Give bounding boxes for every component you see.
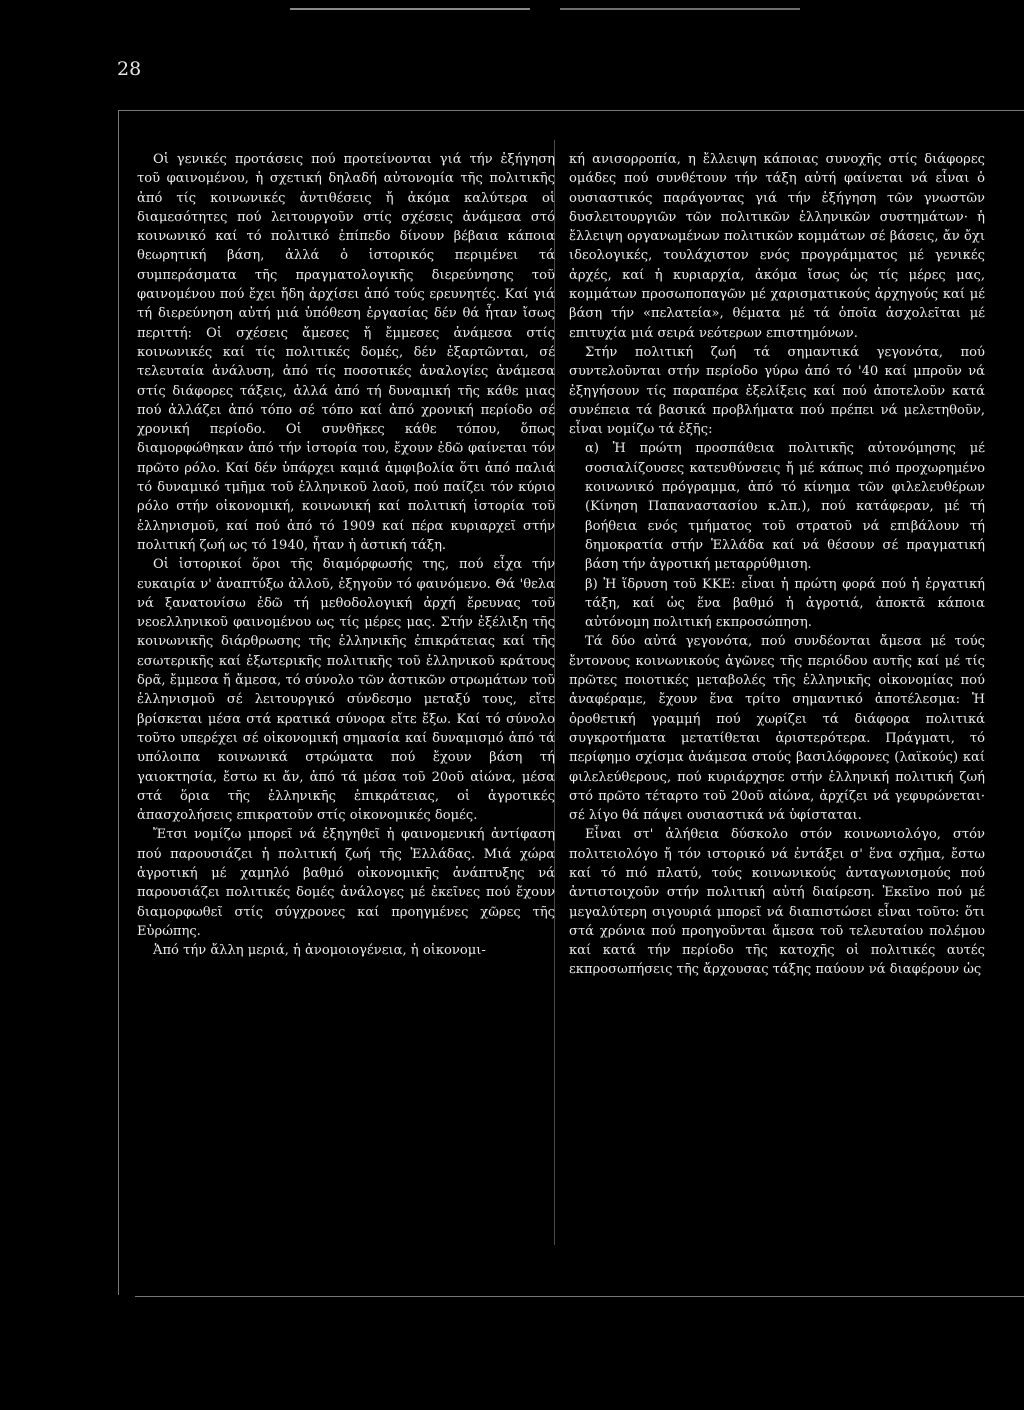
paragraph: Οἱ γενικές προτάσεις πού προτείνονται γιά τήν ἐξήγηση τοῦ φαινομένου, ἡ σχετική δηλαδή αὐτονομία τῆς πολιτικῆς ἀπό τίς κοινωνικές ἀντιθέσεις ἤ ἀκόμα καλύτερα οἱ διαμεσότητες πού λειτουργοῦν στίς σχέσεις ἀνάμεσα στό κοινωνικό καί τό πολιτικό ἐπίπεδο δίνουν βέβαια κάποια θεωρητική βάση, ἀλλά ὁ ἱστορικός περιμένει τά συμπεράσματα τῆς πραγματολογικῆς διερεύνησης τοῦ φαινομένου πού ἔχει ἤδη ἀρχίσει ἀπό τούς ερευνητές. Καί γιά τή διερεύνηση αὐτή μιά ὑπόθεση ἐργασίας δέν θά ἦταν ἴσως περιττή: Οἱ σχέσεις ἄμεσες ἤ ἔμμεσες ἀνάμεσα στίς κοινωνικές καί τίς πολιτικές δομές, δέν ἐξαρτῶνται, σέ τελευταία ἀνάλυση, ἀπό τίς ποσοτικές ἀναλογίες ἀνάμεσα στίς διάφορες τάξεις, ἀλλά ἀπό τή δυναμική τῆς κάθε μιας πού ἀλλάζει ἀπό τόπο σέ τόπο καί ἀπό χρονική περίοδο σέ χρονική περίοδο. Οἱ συνθῆκες κάθε τόπου, ὅπως διαμορφώθηκαν ἀπό τήν ἱστορία του, ἔχουν ἐδῶ φαίνεται τόν πρῶτο ρόλο. Καί δέν ὑπάρχει καμιά ἀμφιβολία ὅτι ἀπό παλιά τό δυναμικό τμῆμα τοῦ ἑλληνικοῦ λαοῦ, πού παίζει τόν κύριο ρόλο στήν οἰκονομική, κοινωνική καί πολιτική ἱστορία τοῦ ἑλληνισμοῦ, καί πού ἀπό τό 1909 καί πέρα κυριαρχεῖ στήν πολιτική ζωή ως τό 1940, ἦταν ἡ ἀστική τάξη. <box>137 152 555 553</box>
page-number: 28 <box>117 58 142 80</box>
left-column <box>137 150 555 960</box>
frame-bottom-rule <box>135 1296 1024 1297</box>
frame-left-rule <box>118 110 119 1295</box>
right-column <box>569 150 985 980</box>
paragraph: Ἀπό τήν ἄλλη μεριά, ἡ ἀνομοιογένεια, ἡ οἰκονομι- <box>153 943 486 959</box>
scan-top-line <box>560 8 800 10</box>
list-item: α) Ἡ πρώτη προσπάθεια πολιτικῆς αὐτονόμησης μέ σοσιαλίζουσες κατευθύνσεις ἤ μέ κάπως πιό προχωρημένο κοινωνικό πρόγραμμα, ἀπό τό κίνημα τῶν φιλελευθέρων (Κίνηση Παπαναστασίου κ.λπ.), πού κατάφεραν, μέ τή βοήθεια ενός τμήματος τοῦ στρατοῦ νά επιβάλουν τή δημοκρατία στήν Ἑλλάδα καί νά θέσουν σέ πραγματική βάση τήν ἀγροτική μεταρρύθμιση. <box>585 441 985 573</box>
paragraph: Εἶναι στ' ἀλήθεια δύσκολο στόν κοινωνιολόγο, στόν πολιτειολόγο ἤ τόν ιστορικό νά ἐντάξει σ' ἕνα σχῆμα, ἔστω καί τό πιό πλατύ, τούς κοινωνικούς ἀνταγωνισμούς πού ἀντιστοιχοῦν στήν πολιτική αὐτή διαίρεση. Ἐκεῖνο πού μέ μεγαλύτερη σιγουριά μπορεῖ νά διαπιστώσει εἶναι τοῦτο: ὅτι στά χρόνια πού προηγοῦνται ἄμεσα τοῦ τελευταίου πολέμου καί κατά τήν περίοδο τῆς κατοχῆς οἱ πολιτικές αυτές εκπροσωπήσεις τῆς ἄρχουσας τάξης παύουν νά διαφέρουν ὡς <box>569 827 985 978</box>
paragraph: Οἱ ἱστορικοί ὅροι τῆς διαμόρφωσής της, πού εἶχα τήν ευκαιρία ν' ἀναπτύξω ἀλλοῦ, ἐξηγοῦν τό φαινόμενο. Θά 'θελα νά ξανατονίσω ἐδῶ τή μεθοδολογική ἀρχή ἔρευνας τοῦ νεοελληνικοῦ φαινομένου ως τίς μέρες μας. Στήν ἐξέλιξη τῆς κοινωνικῆς διάρθρωσης τῆς ἑλληνικῆς ἐπικράτειας καί τῆς εσωτερικῆς καί ἐξωτερικῆς πολιτικῆς τοῦ ἑλληνικοῦ κράτους δρᾶ, ἔμμεσα ἤ ἄμεσα, τό σύνολο τῶν ἀστικῶν στρωμάτων τοῦ ἑλληνισμοῦ σέ λειτουργικό σύνδεσμο μεταξύ τους, εἴτε βρίσκεται μέσα στά κρατικά σύνορα εἴτε ἔξω. Καί τό σύνολο τοῦτο υπερέχει σέ οἰκονομική σημασία καί δυναμισμό ἀπό τά υπόλοιπα κοινωνικά στρώματα πού ἔχουν βάση τή γαιοκτησία, ἔστω κι ἄν, ἀπό τά μέσα τοῦ 20οῦ αἰώνα, μέσα στά ὅρια τῆς ἑλληνικῆς ἐπικράτειας, οἱ ἀγροτικές ἀπασχολήσεις επικρατοῦν στίς οἰκονομικές δομές. <box>137 557 555 824</box>
paragraph: κή ανισορροπία, η ἔλλειψη κάποιας συνοχῆς στίς διάφορες ομάδες πού συνθέτουν τήν τάξη αὐτή φαίνεται νά εἶναι ὁ ουσιαστικός παράγοντας γιά τήν ἐξήγηση τῶν γνωστῶν δυσλειτουργιῶν τῶν πολιτικῶν ἑλληνικῶν συστημάτων· ἡ ἔλλειψη οργανωμένων πολιτικῶν κομμάτων σέ βάσεις, ἄν ὄχι ιδεολογικές, τουλάχιστον ενός προγράμματος μέ γενικές ἀρχές, καί ἡ κυριαρχία, ἀκόμα ἴσως ὡς τίς μέρες μας, κομμάτων προσωποπαγῶν μέ χαρισματικούς ἀρχηγούς καί μέ βάση τήν «πελατεία», θέματα μέ τά ὁποῖα ἀσχολεῖται μέ επιτυχία μιά σειρά νεότερων επιστημόνων. <box>569 152 985 341</box>
scan-top-line <box>290 8 530 10</box>
paragraph: Τά δύο αὐτά γεγονότα, πού συνδέονται ἄμεσα μέ τούς ἔντονους κοινωνικούς ἀγῶνες τῆς περιόδου αυτῆς καί μέ τίς πρῶτες ποιοτικές μεταβολές τῆς ἑλληνικῆς οἰκονομίας πού ἀναφέραμε, ἔχουν ἕνα τρίτο σημαντικό ἀποτέλεσμα: Ἡ ὀροθετική γραμμή πού χωρίζει τά διάφορα πολιτικά συγκροτήματα μετατίθεται ἀριστερότερα. Πράγματι, τό περίφημο σχίσμα ἀνάμεσα στούς βασιλόφρονες (λαϊκούς) καί φιλελεύθερους, πού κυριάρχησε στήν ἑλληνική πολιτική ζωή στό πρῶτο τέταρτο τοῦ 20οῦ αἰώνα, ἀρχίζει νά γεφυρώνεται· σέ λίγο θά πάψει ουσιαστικά νά ὑφίσταται. <box>569 634 985 824</box>
frame-top-rule <box>118 110 1024 111</box>
paragraph: Στήν πολιτική ζωή τά σημαντικά γεγονότα, πού συντελοῦνται στήν περίοδο γύρω ἀπό τό '40 καί μπροῦν νά ἐξηγήσουν τίς παραπέρα ἐξελίξεις καί πού ἀποτελοῦν κατά συνέπεια τά βασικά προβλήματα πού πρέπει νά μελετηθοῦν, εἶναι νομίζω τά ἑξῆς: <box>569 344 985 438</box>
paragraph: Ἔτσι νομίζω μπορεῖ νά ἐξηγηθεῖ ἡ φαινομενική ἀντίφαση πού παρουσιάζει ἡ πολιτική ζωή τῆς Ἑλλάδας. Μιά χώρα ἀγροτική μέ χαμηλό βαθμό οἰκονομικῆς ἀνάπτυξης νά παρουσιάζει πολιτικές δομές ἀνάλογες μέ ἐκεῖνες πού ἔχουν διαμορφωθεῖ στίς σύγχρονες καί προηγμένες χῶρες τῆς Εὐρώπης. <box>137 827 555 939</box>
list-item: β) Ἡ ἵδρυση τοῦ ΚΚΕ: εἶναι ἡ πρώτη φορά πού ἡ ἐργατική τάξη, καί ὡς ἕνα βαθμό ἡ ἀγροτιά, ἀποκτᾶ κάποια αὐτόνομη πολιτική εκπροσώπηση. <box>585 576 985 631</box>
